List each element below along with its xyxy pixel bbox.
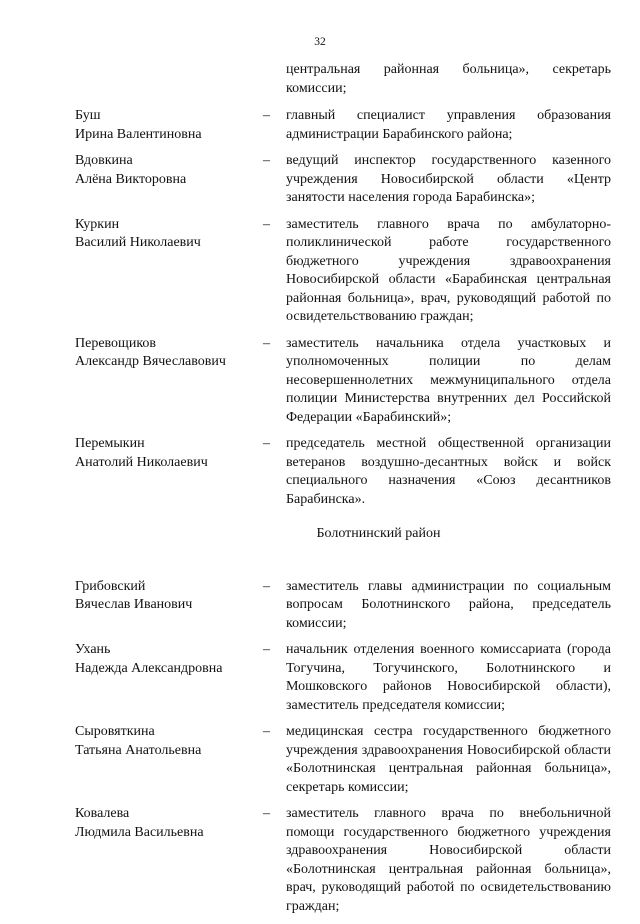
member-name xyxy=(75,578,263,634)
member-surname: Ухань xyxy=(75,642,111,657)
member-dash: – xyxy=(263,216,270,232)
page-number: 32 xyxy=(314,36,326,48)
member-given-names: Надежда Александровна xyxy=(75,660,223,676)
member-entry xyxy=(75,805,611,916)
member-dash: – xyxy=(263,806,270,821)
member-dash: – xyxy=(263,153,270,168)
member-dash xyxy=(263,61,286,98)
member-surname: Ковалева xyxy=(75,806,130,821)
member-role: председатель местной общественной организации ветеранов воздушно-десантных войск и войск специального назначения «Союз десантников Барабинска». xyxy=(286,436,611,507)
section-title: Болотнинский район xyxy=(316,526,441,541)
member-dash: – xyxy=(263,642,270,657)
member-role: ведущий инспектор государственного казенного учреждения Новосибирской области «Центр занятости населения города Барабинска»; xyxy=(286,153,611,205)
member-entry xyxy=(75,578,611,634)
member-role: заместитель главного врача по амбулаторно-поликлинической работе государственного бюджетного учреждения здравоохранения Новосибирской области «Барабинская центральная районная больница», врач, руководящий работой по освидетельствованию граждан; xyxy=(286,216,611,324)
member-dash: – xyxy=(263,108,270,123)
member-name xyxy=(75,107,263,144)
member-name xyxy=(75,805,263,916)
member-entry xyxy=(75,435,611,509)
member-surname: Вдовкина xyxy=(75,153,133,168)
member-given-names: Людмила Васильевна xyxy=(75,824,204,840)
member-role: заместитель начальника отдела участковых и уполномоченных полиции по делам несовершеннолетних межмуниципального отдела полиции Министерства внутренних дел Российской Федерации «Барабинский»; xyxy=(286,335,611,425)
member-role: начальник отделения военного комиссариата (города Тогучина, Тогучинского, Болотнинского и Мошковского районов Новосибирской области), заместитель председателя комиссии; xyxy=(286,642,611,713)
member-entry xyxy=(75,723,611,797)
member-name xyxy=(75,152,263,208)
member-dash: – xyxy=(263,578,270,594)
member-role: центральная районная больница», секретарь комиссии; xyxy=(286,62,611,96)
member-surname: Буш xyxy=(75,108,101,123)
member-entry xyxy=(75,641,611,715)
member-surname: Перемыкин xyxy=(75,436,145,451)
member-surname: Куркин xyxy=(75,216,120,232)
member-dash: – xyxy=(263,436,270,451)
member-surname: Перевощиков xyxy=(75,335,157,351)
member-surname: Сыровяткина xyxy=(75,724,155,739)
member-surname: Грибовский xyxy=(75,578,146,594)
member-entry xyxy=(75,107,611,144)
member-given-names: Василий Николаевич xyxy=(75,235,201,250)
member-given-names: Вячеслав Иванович xyxy=(75,597,193,612)
member-given-names: Александр Вячеславович xyxy=(75,354,226,369)
member-name xyxy=(75,435,263,509)
member-given-names: Алёна Викторовна xyxy=(75,171,187,187)
member-entry xyxy=(75,152,611,208)
document-content xyxy=(75,61,611,924)
member-given-names: Анатолий Николаевич xyxy=(75,454,208,470)
member-name xyxy=(75,335,263,428)
member-dash: – xyxy=(263,724,270,739)
member-role: главный специалист управления образования администрации Барабинского района; xyxy=(286,108,611,142)
member-given-names: Татьяна Анатольевна xyxy=(75,742,202,758)
member-name xyxy=(75,61,263,98)
member-role: заместитель главы администрации по социальным вопросам Болотнинского района, председатель комиссии; xyxy=(286,578,611,631)
member-entry xyxy=(75,216,611,327)
member-name xyxy=(75,216,263,327)
member-dash: – xyxy=(263,335,270,351)
member-entry xyxy=(75,335,611,428)
member-entry-continuation xyxy=(75,61,611,98)
member-name xyxy=(75,641,263,715)
member-given-names: Ирина Валентиновна xyxy=(75,126,202,142)
member-role: медицинская сестра государственного бюджетного учреждения здравоохранения Новосибирской области «Болотнинская центральная районная больница», секретарь комиссии; xyxy=(286,724,611,795)
member-name xyxy=(75,723,263,797)
member-role: заместитель главного врача по внебольничной помощи государственного бюджетного учреждения здравоохранения Новосибирской области «Болотнинская центральная районная больница», врач, руководящий работой по освидетельствованию граждан; xyxy=(286,806,611,914)
